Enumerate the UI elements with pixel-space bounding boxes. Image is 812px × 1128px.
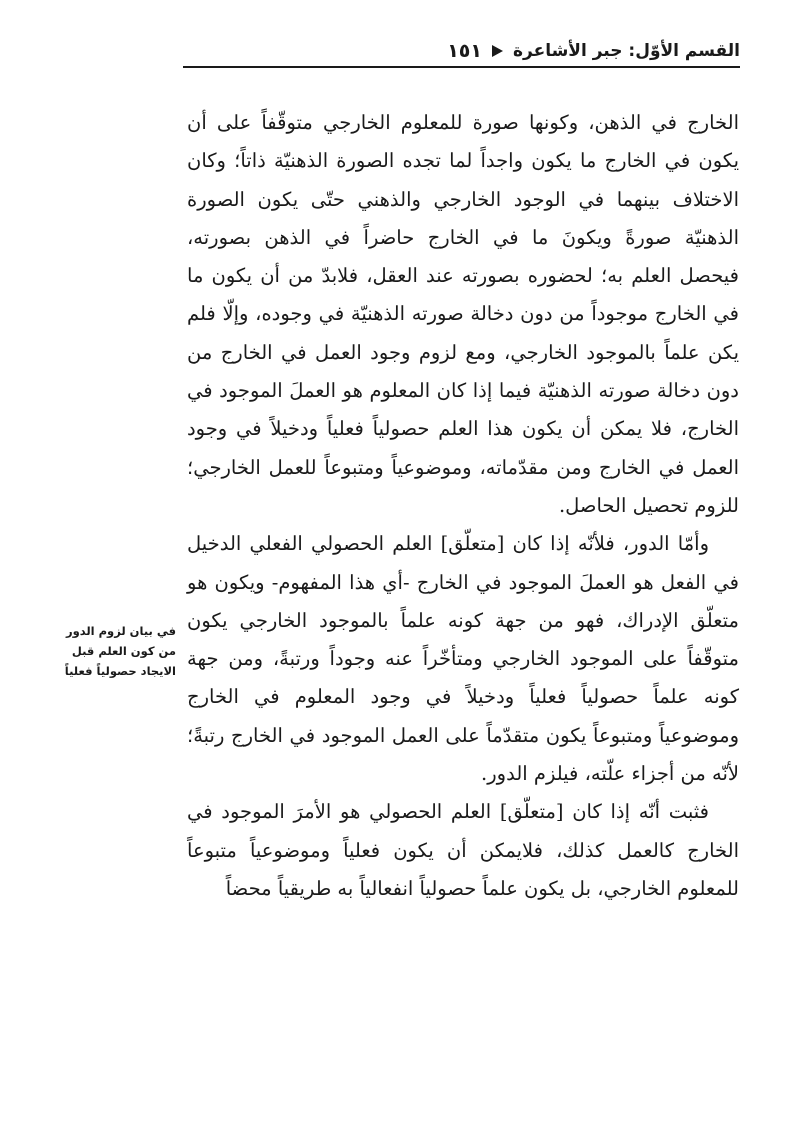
paragraph-2: وأمّا الدور، فلأنّه إذا كان [متعلّق] العلم الحصولي الفعلي الدخيل في الفعل هو العملَ الموجود في الخارج -أي هذا المفهوم- ويكون هو متعلّق الإدراك، فهو من جهة كونه علماً بالموجود الخارجي يكون متوقّفاً على الموجود الخارجي ومتأخّراً عنه وجوداً ورتبةً، ومن جهة كونه علماً حصولياً فعلياً ودخيلاً في وجود المعلوم في الخارج وموضوعياً ومتبوعاً يكون متقدّماً على العمل الموجود في الخارج رتبةً؛ لأنّه من أجزاء علّته، فيلزم الدور.: [187, 532, 739, 786]
header-rule: [183, 66, 740, 68]
paragraph-1: الخارج في الذهن، وكونها صورة للمعلوم الخارجي متوقّفاً على أن يكون في الخارج ما يكون واجداً لما تجده الصورة الذهنيّة ذاتاً؛ وكان الاختلاف بينهما في الوجود الخارجي والذهني حتّى يكون الصورة الذهنيّة صورةً ويكونَ ما في الخارج حاضراً في الذهن بصورته، فيحصل العلم به؛ لحضوره بصورته عند العقل، فلابدّ من أن يكون ما في الخارج موجوداً من دون دخالة صورته الذهنيّة في وجوده، وإلّا فلم يكن علماً بالموجود الخارجي، ومع لزوم وجود العمل في الخارج من دون دخالة صورته الذهنيّة فيما إذا كان المعلوم هو العملَ الموجود في الخارج، فلا يمكن أن يكون هذا العلم حصولياً فعلياً ودخيلاً في وجود العمل في الخارج ومن مقدّماته، وموضوعياً ومتبوعاً للعمل الخارجي؛ للزوم تحصيل الحاصل.: [187, 111, 739, 517]
paragraph-3: فثبت أنّه إذا كان [متعلّق] العلم الحصولي هو الأمرَ الموجود في الخارج كالعمل كذلك، فلايمكن أن يكون فعلياً وموضوعياً متبوعاً للمعلوم الخارجي، بل يكون علماً حصولياً انفعالياً به طريقياً محضاً: [187, 800, 739, 900]
section-title: القسم الأوّل: جبر الأشاعرة: [512, 41, 740, 61]
arrow-left-icon: [492, 45, 503, 57]
body-text: [187, 104, 739, 908]
margin-note: في بيان لزوم الدور من كون العلم قبل الايجاد حصولياً فعلياً: [64, 624, 176, 678]
running-head: [180, 38, 740, 64]
page-number: ١٥١: [447, 40, 482, 62]
